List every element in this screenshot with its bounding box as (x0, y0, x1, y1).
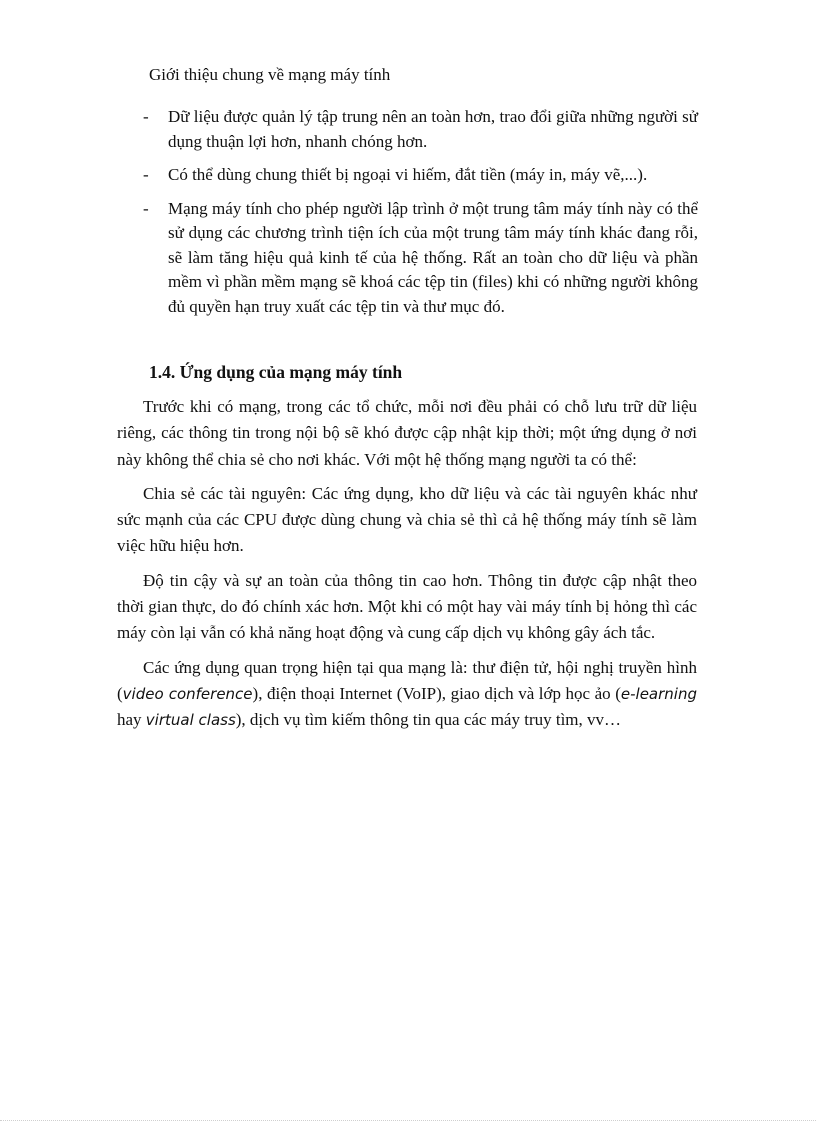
page-header: Giới thiệu chung về mạng máy tính (149, 65, 391, 84)
section-heading: 1.4. Ứng dụng của mạng máy tính (149, 362, 403, 382)
paragraph (117, 655, 697, 734)
bullet-item (143, 197, 698, 320)
italic-term: virtual class (145, 711, 236, 730)
italic-term: video conference (122, 684, 253, 703)
italic-term: e-learning (620, 684, 697, 703)
bullet-dash: - (143, 107, 149, 126)
bullet-text: Mạng máy tính cho phép người lập trình ở một trung tâm máy tính này có thể sử dụng các chương trình tiện ích của một trung tâm máy tính khác đang rỗi, sẽ làm tăng hiệu quả kinh tế của hệ thống. Rất an toàn cho dữ liệu và phần mềm vì phần mềm mạng sẽ khoá các tệp tin (files) khi có những người không đủ quyền hạn truy xuất các tệp tin và thư mục đó. (168, 198, 698, 316)
bullet-item (143, 105, 698, 154)
body-text (117, 394, 697, 742)
bullet-dash: - (143, 198, 149, 218)
bullet-text: Dữ liệu được quản lý tập trung nên an toàn hơn, trao đổi giữa những người sử dụng thuận lợi hơn, nhanh chóng hơn. (168, 107, 698, 151)
paragraph: Độ tin cậy và sự an toàn của thông tin cao hơn. Thông tin được cập nhật theo thời gian thực, do đó chính xác hơn. Một khi có một hay vài máy tính bị hỏng thì các máy còn lại vẫn có khả năng hoạt động và cung cấp dịch vụ không gây ách tắc. (117, 570, 697, 643)
paragraph-text: Các ứng dụng quan trọng hiện tại qua mạng là: thư điện tử, hội nghị truyền hình ( (117, 657, 697, 703)
paragraph: Trước khi có mạng, trong các tổ chức, mỗi nơi đều phải có chỗ lưu trữ dữ liệu riêng, các thông tin trong nội bộ sẽ khó được cập nhật kịp thời; một ứng dụng ở nơi này không thể chia sẻ cho nơi khác. Với một hệ thống mạng người ta có thể: (117, 397, 697, 469)
paragraph: Chia sẻ các tài nguyên: Các ứng dụng, kho dữ liệu và các tài nguyên khác như sức mạnh của các CPU được dùng chung và chia sẻ thì cả hệ thống máy tính sẽ làm việc hữu hiệu hơn. (117, 483, 697, 556)
paragraph-text: hay (117, 710, 146, 730)
paragraph-text: ), dịch vụ tìm kiếm thông tin qua các máy truy tìm, vv… (235, 710, 622, 730)
page-bottom-border (0, 1120, 816, 1121)
bullet-text: Có thể dùng chung thiết bị ngoại vi hiếm, đắt tiền (máy in, máy vẽ,...). (168, 165, 648, 184)
paragraph-text: ), điện thoại Internet (VoIP), giao dịch và lớp học ảo ( (252, 683, 621, 703)
bullet-list (143, 105, 698, 328)
bullet-item (143, 163, 698, 188)
bullet-dash: - (143, 165, 149, 184)
